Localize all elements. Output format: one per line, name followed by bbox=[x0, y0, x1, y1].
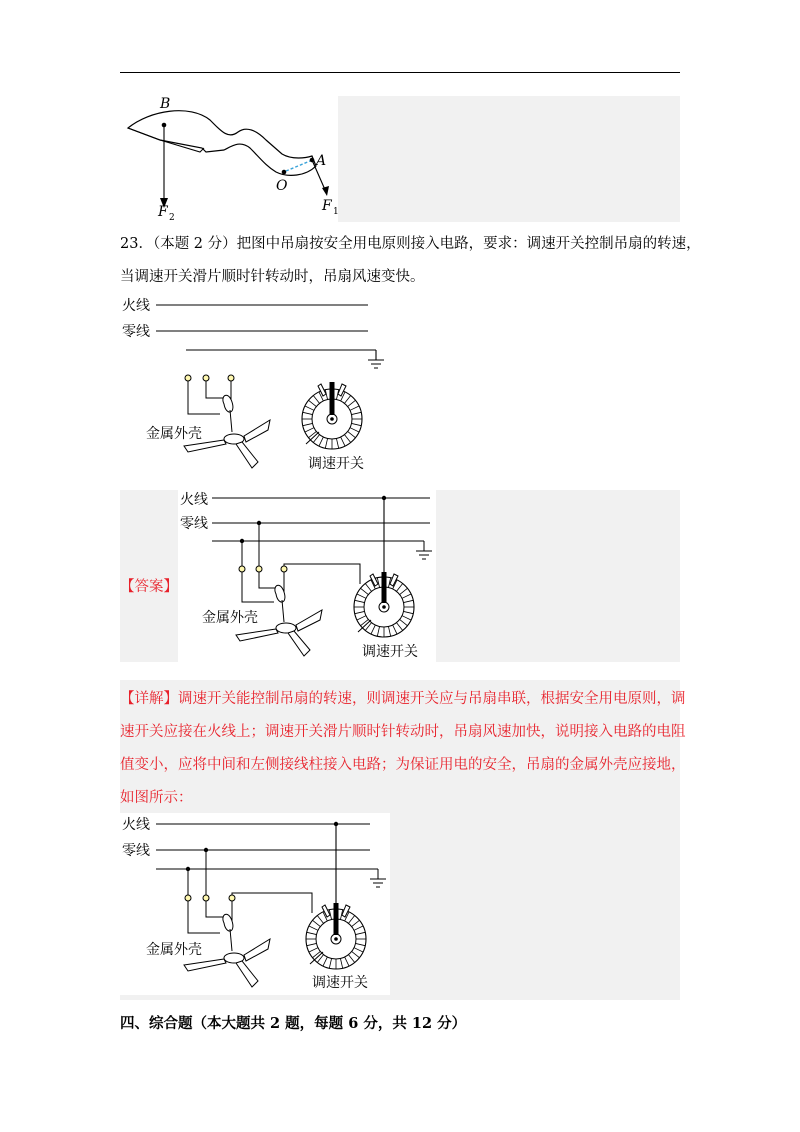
header-rule bbox=[120, 72, 680, 73]
label-b: B bbox=[160, 96, 171, 112]
speed-switch-label: 调速开关 bbox=[308, 456, 364, 472]
detail-tag: 【详解】 bbox=[120, 691, 178, 707]
detail-neutral-label: 零线 bbox=[122, 843, 150, 859]
answer-live-label: 火线 bbox=[180, 492, 208, 508]
q23-line-1: 23．（本题 2 分）把图中吊扇按安全用电原则接入电路，要求：调速开关控制吊扇的转速， bbox=[120, 236, 701, 252]
label-f1-sub: 1 bbox=[333, 207, 339, 217]
detail-switch-label: 调速开关 bbox=[312, 975, 368, 991]
terminal-left bbox=[185, 375, 191, 381]
answer-casing-label: 金属外壳 bbox=[202, 610, 258, 626]
answer-tag: 【答案】 bbox=[120, 579, 178, 595]
terminal-middle bbox=[203, 375, 209, 381]
answer-neutral-label: 零线 bbox=[180, 516, 208, 532]
ground-symbol-icon bbox=[368, 360, 384, 368]
detail-line-4: 如图所示： bbox=[120, 790, 193, 806]
detail-line-2: 速开关应接在火线上；调速开关滑片顺时针转动时，吊扇风速加快，说明接入电路的电阻 bbox=[120, 724, 686, 740]
metal-casing-label: 金属外壳 bbox=[146, 426, 202, 442]
label-o: O bbox=[276, 178, 288, 194]
detail-line-1 bbox=[120, 689, 686, 709]
point-o bbox=[282, 170, 287, 175]
terminal-right bbox=[228, 375, 234, 381]
detail-live-label: 火线 bbox=[122, 817, 150, 833]
label-f1: F bbox=[322, 198, 332, 214]
neutral-wire-label: 零线 bbox=[122, 324, 150, 340]
question-circuit-figure bbox=[120, 292, 400, 478]
detail-casing-label: 金属外壳 bbox=[146, 942, 202, 958]
detail-line-1-text: 调速开关能控制吊扇的转速，则调速开关应与吊扇串联，根据安全用电原则，调 bbox=[178, 691, 686, 707]
speed-switch-icon bbox=[302, 382, 362, 449]
answer-circuit-figure bbox=[178, 490, 438, 662]
label-f2-sub: 2 bbox=[169, 213, 175, 223]
label-f2: F bbox=[158, 204, 168, 220]
q23-line-2: 当调速开关滑片顺时针转动时，吊扇风速变快。 bbox=[120, 269, 425, 285]
label-a: A bbox=[316, 153, 327, 169]
answer-switch-label: 调速开关 bbox=[362, 644, 418, 660]
lever-figure bbox=[120, 96, 350, 222]
detail-line-3: 值变小，应将中间和左侧接线柱接入电路；为保证用电的安全，吊扇的金属外壳应接地， bbox=[120, 757, 686, 773]
section-4-heading: 四、综合题（本大题共 2 题，每题 6 分，共 12 分） bbox=[120, 1015, 467, 1032]
live-wire-label: 火线 bbox=[122, 298, 150, 314]
detail-circuit-figure bbox=[120, 813, 392, 995]
